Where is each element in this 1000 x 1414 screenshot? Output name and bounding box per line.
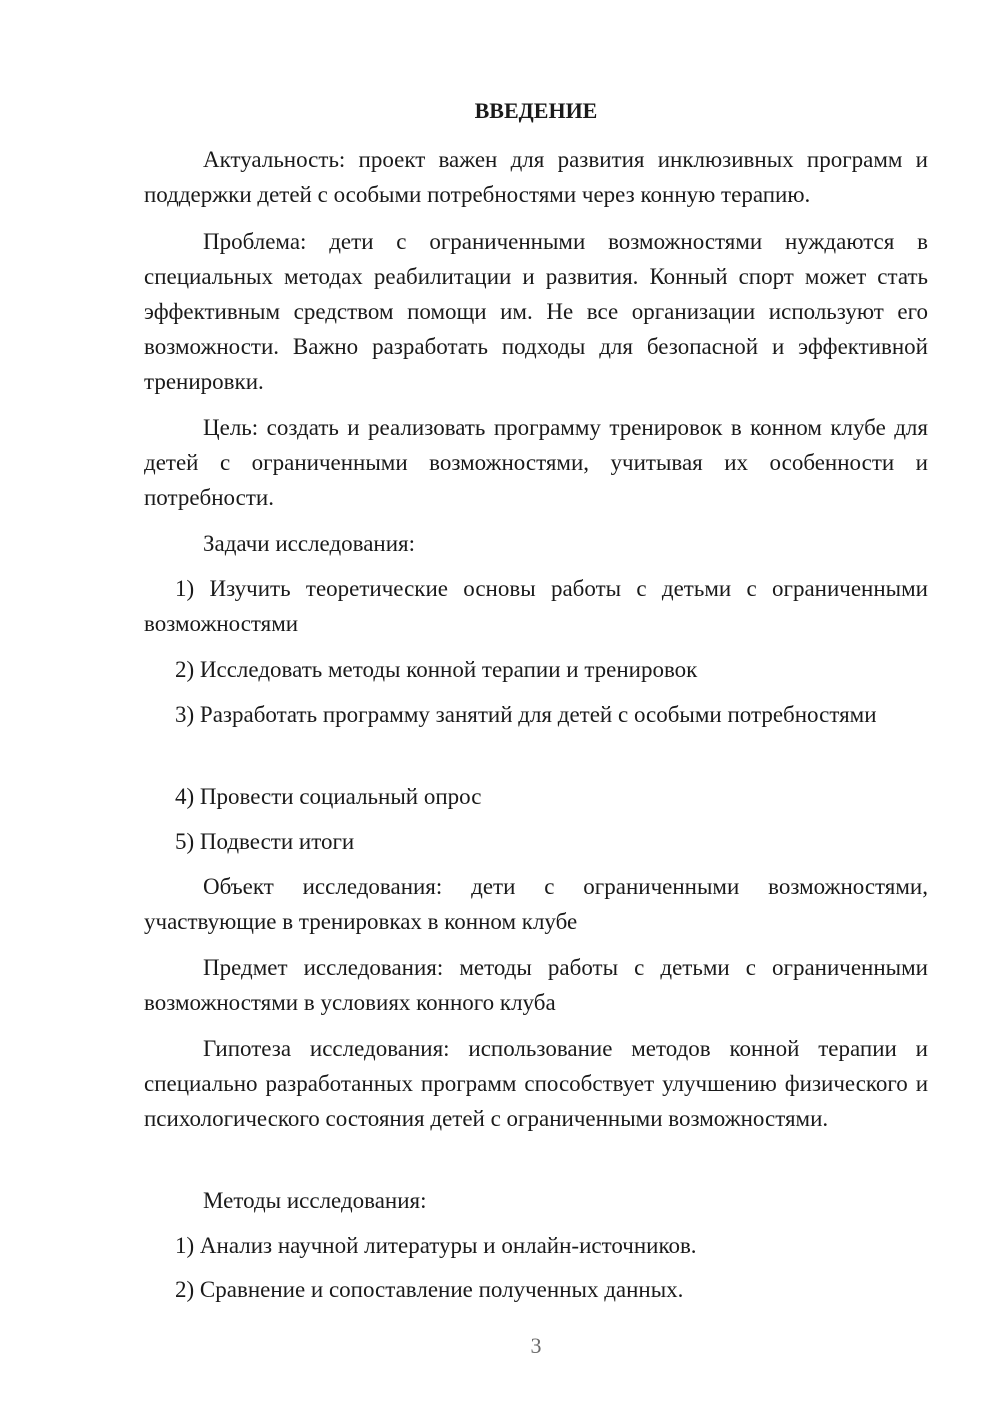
page-title: ВВЕДЕНИЕ bbox=[474, 98, 598, 123]
tasks-heading: Задачи исследования: bbox=[203, 531, 416, 556]
task-item-3: 3) Разработать программу занятий для детей с особыми потребностями bbox=[175, 702, 877, 727]
relevance-paragraph: Актуальность: проект важен для развития инклюзивных программ и поддержки детей с особыми потребностями через конную терапию. bbox=[144, 147, 928, 207]
subject-paragraph: Предмет исследования: методы работы с детьми с ограниченными возможностями в условиях конного клуба bbox=[144, 955, 928, 1015]
page-number: 3 bbox=[530, 1333, 542, 1358]
goal-paragraph: Цель: создать и реализовать программу тренировок в конном клубе для детей с ограниченными возможностями, учитывая их особенности и потребности. bbox=[144, 415, 928, 510]
task-item-4: 4) Провести социальный опрос bbox=[175, 784, 482, 809]
methods-heading: Методы исследования: bbox=[203, 1188, 427, 1213]
method-item-2: 2) Сравнение и сопоставление полученных данных. bbox=[175, 1277, 684, 1302]
task-item-5: 5) Подвести итоги bbox=[175, 829, 355, 854]
hypothesis-paragraph: Гипотеза исследования: использование методов конной терапии и специально разработанных программ способствует улучшению физического и психологического состояния детей с ограниченными возможностями. bbox=[144, 1036, 928, 1131]
task-item-1: 1) Изучить теоретические основы работы с детьми с ограниченными возможностями bbox=[144, 576, 928, 636]
object-paragraph: Объект исследования: дети с ограниченными возможностями, участвующие в тренировках в конном клубе bbox=[144, 874, 928, 934]
problem-paragraph: Проблема: дети с ограниченными возможностями нуждаются в специальных методах реабилитации и развития. Конный спорт может стать эффективным средством помощи им. Не все организации используют его возможности. Важно разработать подходы для безопасной и эффективной тренировки. bbox=[144, 229, 928, 394]
task-item-2: 2) Исследовать методы конной терапии и тренировок bbox=[175, 657, 698, 682]
method-item-1: 1) Анализ научной литературы и онлайн-источников. bbox=[175, 1233, 697, 1258]
